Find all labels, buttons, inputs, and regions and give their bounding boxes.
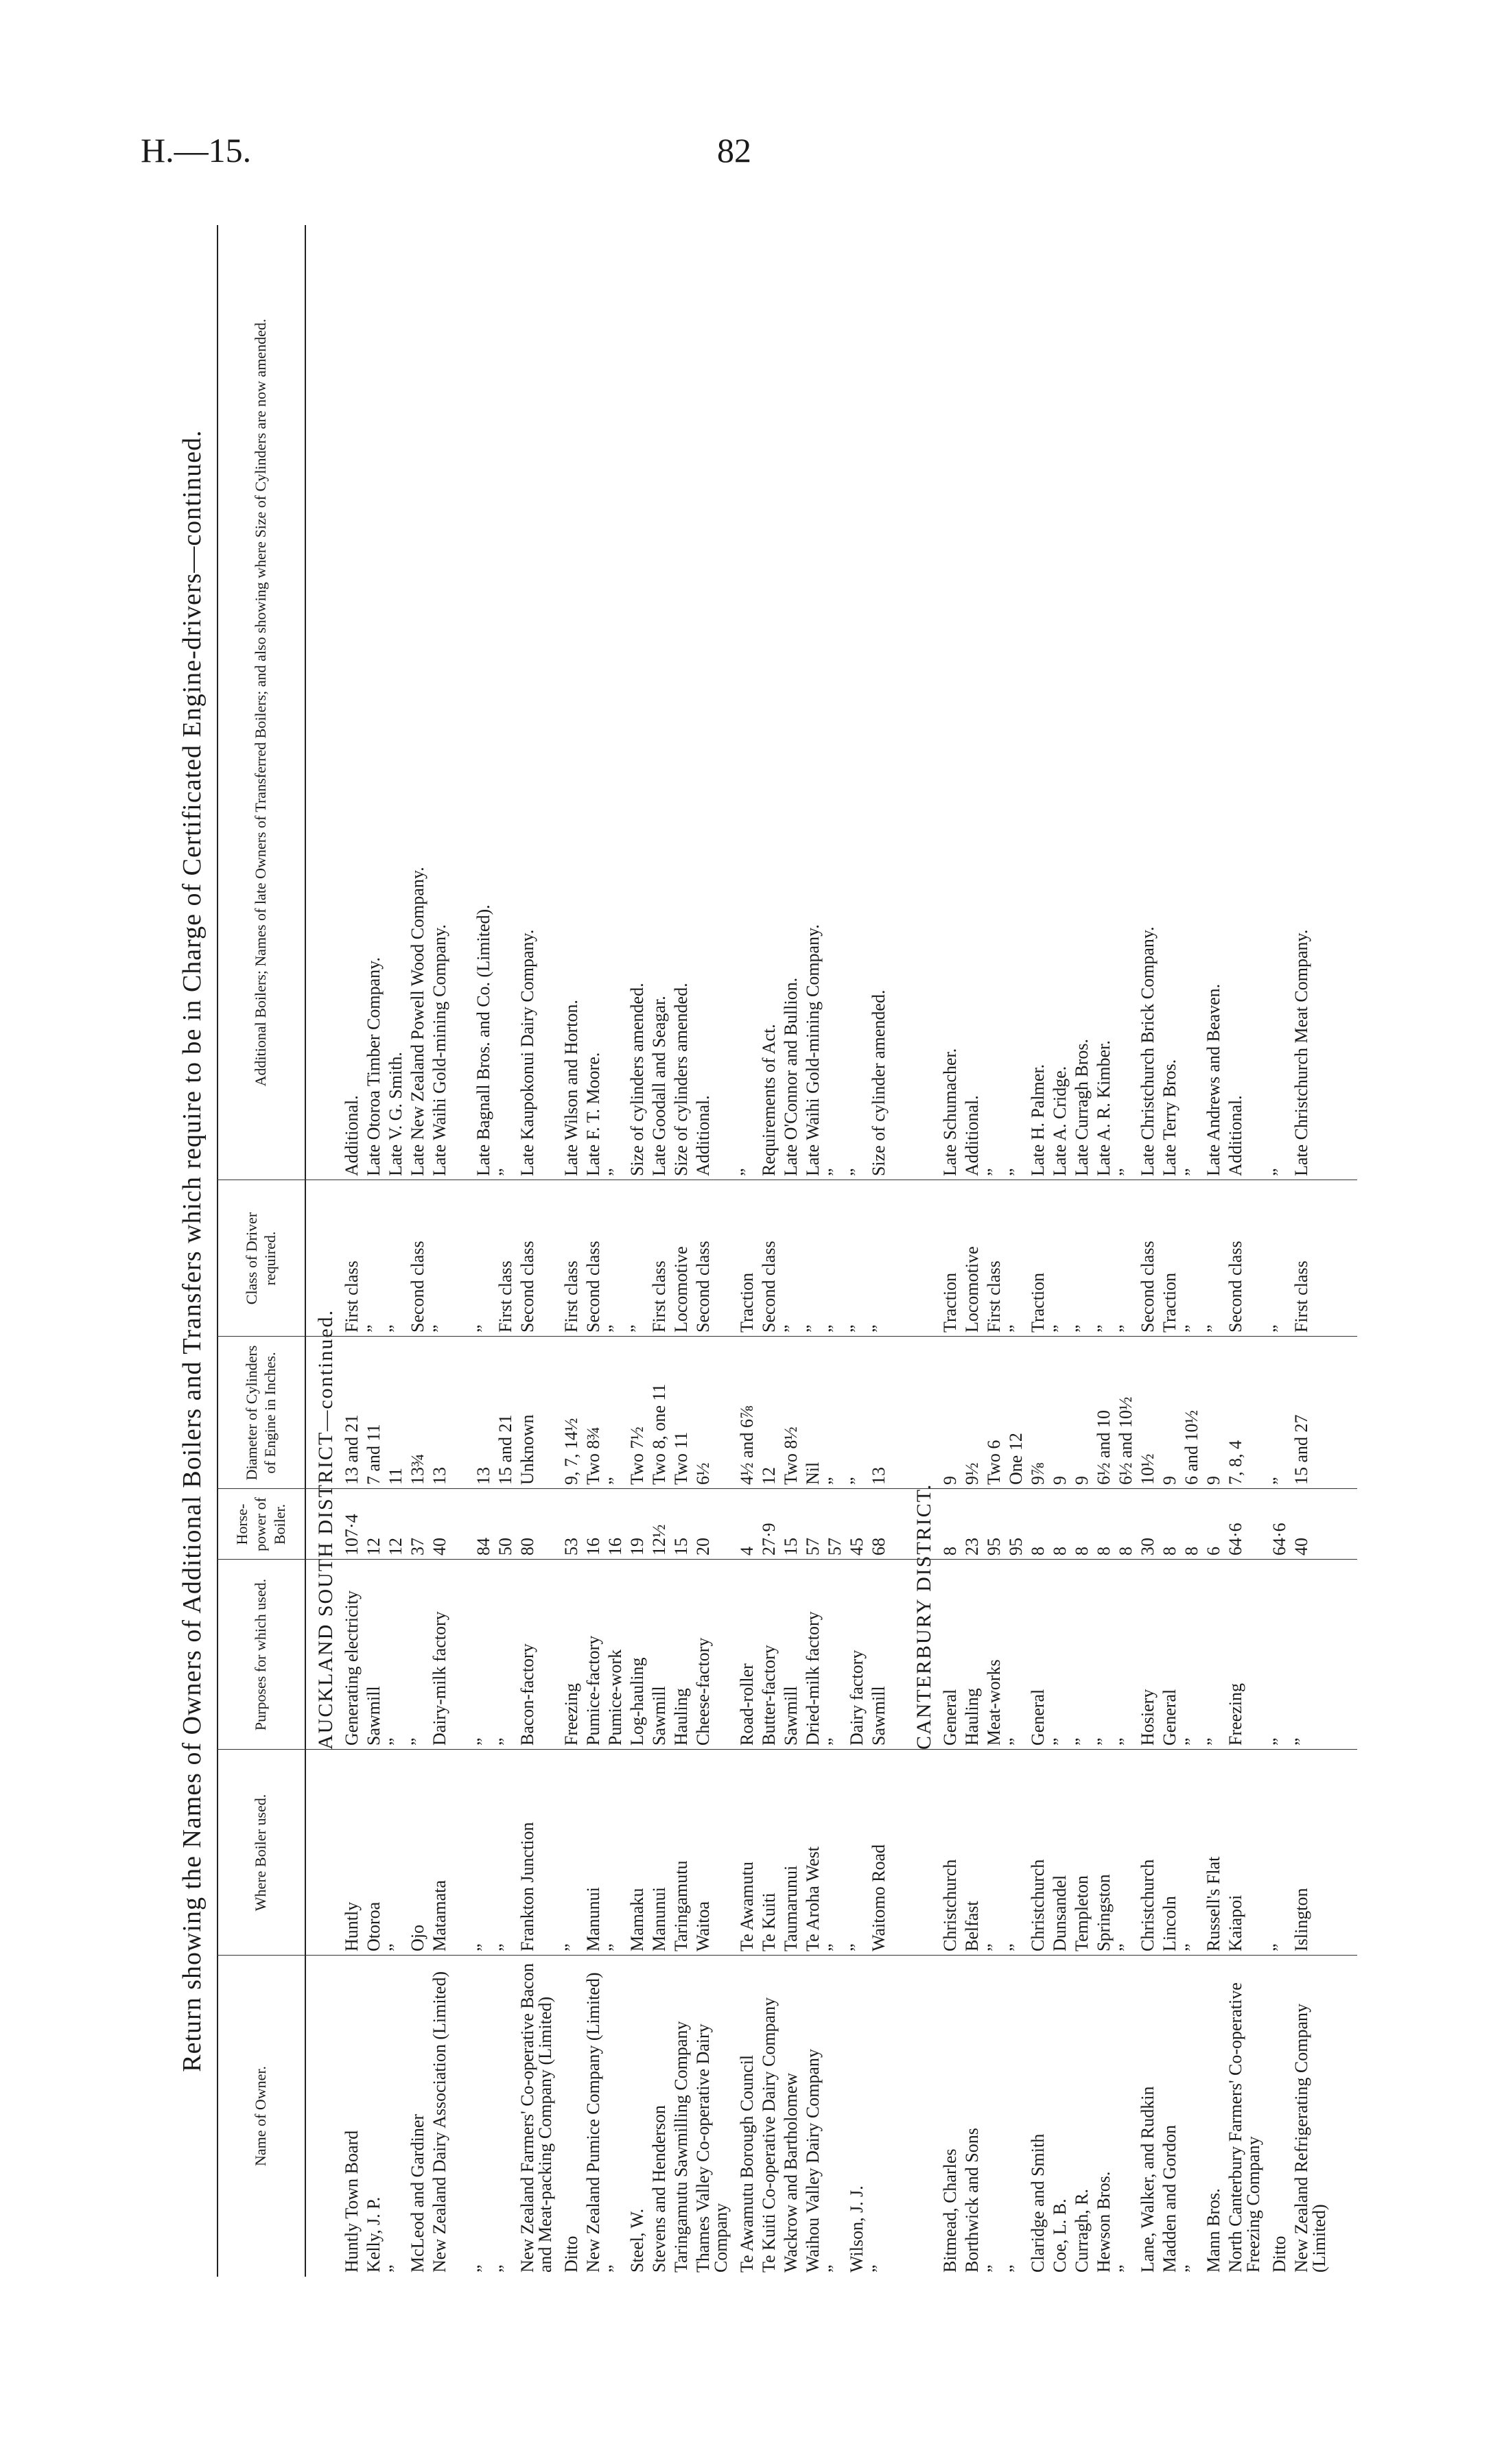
column-separator — [217, 1749, 1357, 1750]
table-cell-where-used: Ojo — [408, 1925, 427, 1951]
table-cell-horse-power: 80 — [517, 1538, 537, 1556]
table-cell-purpose: ” — [1094, 1737, 1114, 1746]
table-cell-remarks: Late Curragh Bros. — [1072, 1038, 1092, 1176]
table-cell-driver-class: Second class — [408, 1241, 427, 1333]
table-cell-horse-power: 57 — [803, 1538, 823, 1556]
table-cell-remarks: Late H. Palmer. — [1028, 1064, 1048, 1176]
table-cell-owner: ” — [825, 2264, 845, 2273]
table-cell-cylinders: 9 — [1050, 1476, 1070, 1485]
table-cell-purpose: Freezing — [561, 1683, 581, 1746]
column-separator — [217, 1336, 1357, 1337]
table-cell-where-used: Frankton Junction — [517, 1822, 537, 1951]
table-cell-horse-power: 12 — [386, 1538, 406, 1556]
table-cell-remarks: Late Kaupokonui Dairy Company. — [517, 929, 537, 1176]
table-cell-owner: ” — [473, 2264, 493, 2273]
table-cell-remarks: Late F. T. Moore. — [583, 1052, 603, 1176]
table-cell-purpose: Hauling — [671, 1688, 691, 1746]
table-cell-horse-power: 40 — [430, 1538, 449, 1556]
table-cell-horse-power: 64·6 — [1225, 1523, 1245, 1556]
table-cell-remarks: Late Otoroa Timber Company. — [364, 957, 384, 1176]
table-cell-driver-class: First class — [649, 1260, 669, 1333]
table-cell-remarks: Late Wilson and Horton. — [561, 1000, 581, 1176]
table-cell-driver-class: ” — [430, 1324, 449, 1333]
table-cell-purpose: ” — [1072, 1737, 1092, 1746]
table-cell-driver-class: ” — [825, 1324, 845, 1333]
table-cell-owner: Steel, W. — [627, 2208, 647, 2273]
table-cell-where-used: ” — [1116, 1943, 1136, 1951]
table-cell-horse-power: 95 — [984, 1538, 1004, 1556]
table-cell-driver-class: First class — [561, 1260, 581, 1333]
table-cell-driver-class: ” — [1072, 1324, 1092, 1333]
table-cell-horse-power: 30 — [1138, 1538, 1158, 1556]
table-cell-owner: Thames Valley Co-operative Dairy Company — [693, 2023, 731, 2273]
table-cell-cylinders: Unknown — [517, 1414, 537, 1485]
table-cell-horse-power: 50 — [495, 1538, 515, 1556]
table-cell-cylinders: 13¾ — [408, 1453, 427, 1485]
table-cell-owner: ” — [1006, 2264, 1026, 2273]
column-header-owner: Name of Owner. — [252, 2066, 270, 2167]
table-cell-remarks: Late V. G. Smith. — [386, 1051, 406, 1176]
table-cell-cylinders: Two 6 — [984, 1440, 1004, 1485]
table-cell-purpose: Meat-works — [984, 1659, 1004, 1746]
table-cell-where-used: Christchurch — [940, 1859, 960, 1951]
table-cell-purpose: Freezing — [1225, 1683, 1245, 1746]
table-cell-where-used: ” — [984, 1943, 1004, 1951]
table-cell-purpose: General — [1160, 1689, 1179, 1746]
table-cell-owner: ” — [984, 2264, 1004, 2273]
table-cell-cylinders: 9⅞ — [1028, 1462, 1048, 1485]
table-cell-horse-power: 20 — [693, 1538, 713, 1556]
table-cell-purpose: Cheese-factory — [693, 1637, 713, 1746]
table-cell-purpose: Sawmill — [781, 1686, 801, 1746]
table-cell-purpose: ” — [1006, 1737, 1026, 1746]
table-cell-where-used: ” — [561, 1943, 581, 1951]
table-cell-remarks: Late Bagnall Bros. and Co. (Limited). — [473, 904, 493, 1176]
table-cell-where-used: Te Kuiti — [759, 1892, 779, 1951]
table-cell-cylinders: 13 — [430, 1467, 449, 1485]
district-heading: CANTERBURY DISTRICT. — [913, 1483, 935, 1750]
table-cell-remarks: ” — [1269, 1168, 1289, 1176]
table-cell-where-used: ” — [495, 1943, 515, 1951]
table-cell-where-used: ” — [605, 1943, 625, 1951]
table-cell-purpose: ” — [408, 1737, 427, 1746]
table-cell-remarks: Late Waihi Gold-mining Company. — [803, 924, 823, 1176]
table-cell-cylinders: One 12 — [1006, 1433, 1026, 1485]
table-cell-where-used: Dunsandel — [1050, 1875, 1070, 1951]
table-cell-cylinders: 10½ — [1138, 1453, 1158, 1485]
column-header-horse-power: Horse-power of Boiler. — [233, 1497, 288, 1551]
table-cell-where-used: Manunui — [583, 1887, 603, 1951]
table-cell-remarks: ” — [495, 1168, 515, 1176]
table-cell-purpose: ” — [1116, 1737, 1136, 1746]
table-cell-cylinders: 9 — [1160, 1476, 1179, 1485]
table-cell-owner: Curragh, R. — [1072, 2188, 1092, 2273]
column-header-purpose: Purposes for which used. — [252, 1578, 270, 1731]
table-cell-purpose: Hauling — [962, 1688, 982, 1746]
table-cell-where-used: Russell's Flat — [1204, 1856, 1223, 1951]
table-cell-owner: North Canterbury Farmers' Co-operative Freezing Company — [1225, 1982, 1263, 2273]
table-cell-horse-power: 23 — [962, 1538, 982, 1556]
series-number: H.—15. — [141, 131, 252, 169]
column-header-remarks: Additional Boilers; Names of late Owners of Transferred Boilers; and also showing where Size of Cylinders are now amended. — [252, 318, 270, 1087]
table-cell-remarks: Size of cylinder amended. — [869, 989, 889, 1176]
table-cell-where-used: Belfast — [962, 1901, 982, 1951]
table-cell-horse-power: 107·4 — [342, 1514, 362, 1556]
table-cell-owner: Coe, L. B. — [1050, 2198, 1070, 2273]
table-cell-where-used: ” — [847, 1943, 867, 1951]
table-cell-where-used: Christchurch — [1138, 1859, 1158, 1951]
table-cell-cylinders: Two 8½ — [781, 1427, 801, 1485]
header-bottom-rule — [305, 225, 306, 2277]
table-cell-horse-power: 8 — [1028, 1547, 1048, 1556]
table-cell-horse-power: 53 — [561, 1538, 581, 1556]
table-cell-driver-class: First class — [1291, 1260, 1311, 1333]
table-cell-driver-class: Second class — [583, 1241, 603, 1333]
column-separator — [217, 1488, 1357, 1489]
table-cell-driver-class: ” — [1050, 1324, 1070, 1333]
table-cell-where-used: ” — [825, 1943, 845, 1951]
column-header-where-used: Where Boiler used. — [252, 1794, 270, 1912]
table-cell-horse-power: 57 — [825, 1538, 845, 1556]
table-cell-remarks: Late Waihi Gold-mining Company. — [430, 924, 449, 1176]
table-cell-owner: Lane, Walker, and Rudkin — [1138, 2086, 1158, 2273]
table-cell-owner: New Zealand Farmers' Co-operative Bacon and Meat-packing Company (Limited) — [517, 1963, 555, 2273]
table-cell-cylinders: 4½ and 6⅞ — [737, 1405, 757, 1485]
table-cell-owner: Te Awamutu Borough Council — [737, 2054, 757, 2273]
table-cell-cylinders: 13 — [869, 1467, 889, 1485]
table-cell-remarks: Additional. — [342, 1095, 362, 1176]
table-cell-cylinders: 6½ and 10½ — [1116, 1396, 1136, 1485]
table-cell-purpose: Hosiery — [1138, 1689, 1158, 1746]
table-cell-purpose: ” — [386, 1737, 406, 1746]
table-cell-cylinders: Nil — [803, 1462, 823, 1485]
table-cell-cylinders: 6½ and 10 — [1094, 1409, 1114, 1485]
table-cell-horse-power: 8 — [1182, 1547, 1201, 1556]
table-cell-purpose: Sawmill — [869, 1686, 889, 1746]
table-cell-where-used: Taringamutu — [671, 1860, 691, 1951]
table-cell-remarks: Late Christchurch Brick Company. — [1138, 926, 1158, 1176]
table-cell-horse-power: 95 — [1006, 1538, 1026, 1556]
table-cell-owner: Stevens and Henderson — [649, 2104, 669, 2273]
table-cell-owner: ” — [386, 2264, 406, 2273]
table-cell-driver-class: ” — [781, 1324, 801, 1333]
table-cell-cylinders: 6½ — [693, 1462, 713, 1485]
table-cell-owner: ” — [1116, 2264, 1136, 2273]
table-cell-purpose: ” — [495, 1737, 515, 1746]
table-cell-owner: Wackrow and Bartholomew — [781, 2072, 801, 2273]
table-cell-horse-power: 27·9 — [759, 1523, 779, 1556]
table-cell-cylinders: 15 and 21 — [495, 1414, 515, 1485]
table-cell-driver-class: ” — [627, 1324, 647, 1333]
table-cell-owner: Borthwick and Sons — [962, 2128, 982, 2273]
table-cell-purpose: Pumice-factory — [583, 1635, 603, 1746]
table-cell-cylinders: ” — [825, 1477, 845, 1485]
table-cell-horse-power: 19 — [627, 1538, 647, 1556]
table-cell-driver-class: ” — [1006, 1324, 1026, 1333]
table-cell-cylinders: Two 8, one 11 — [649, 1383, 669, 1485]
table-cell-owner: Claridge and Smith — [1028, 2133, 1048, 2273]
table-cell-remarks: Late O'Connor and Bullion. — [781, 977, 801, 1176]
table-cell-cylinders: 7, 8, 4 — [1225, 1440, 1245, 1485]
table-cell-owner: Hewson Bros. — [1094, 2171, 1114, 2273]
table-cell-owner: New Zealand Pumice Company (Limited) — [583, 1972, 603, 2273]
table-cell-driver-class: Traction — [1160, 1272, 1179, 1333]
table-cell-driver-class: Second class — [693, 1241, 713, 1333]
table-cell-cylinders: 9½ — [962, 1462, 982, 1485]
table-cell-remarks: Late A. R. Kimber. — [1094, 1040, 1114, 1176]
table-cell-purpose: Bacon-factory — [517, 1643, 537, 1746]
rotated-table — [177, 225, 1357, 2277]
table-cell-owner: McLeod and Gardiner — [408, 2113, 427, 2273]
table-cell-horse-power: 12 — [364, 1538, 384, 1556]
table-cell-driver-class: Traction — [940, 1272, 960, 1333]
table-cell-purpose: Butter-factory — [759, 1645, 779, 1746]
table-cell-cylinders: 9 — [940, 1476, 960, 1485]
table-cell-where-used: ” — [1006, 1943, 1026, 1951]
table-cell-purpose: ” — [1269, 1737, 1289, 1746]
table-cell-cylinders: 15 and 27 — [1291, 1414, 1311, 1485]
table-cell-cylinders: 9 — [1072, 1476, 1092, 1485]
column-header-cylinders: Diameter of Cylinders of Engine in Inches. — [242, 1345, 279, 1481]
table-cell-cylinders: 13 — [473, 1467, 493, 1485]
table-cell-purpose: ” — [1182, 1737, 1201, 1746]
table-cell-horse-power: 16 — [583, 1538, 603, 1556]
table-cell-cylinders: 7 and 11 — [364, 1424, 384, 1485]
table-cell-purpose: Dried-milk factory — [803, 1611, 823, 1746]
table-cell-purpose: ” — [1050, 1737, 1070, 1746]
table-cell-driver-class: Second class — [759, 1241, 779, 1333]
table-cell-owner: Kelly, J. P. — [364, 2196, 384, 2273]
table-title: Return showing the Names of Owners of Additional Boilers and Transfers which require to be in Charge of Certificated Engine-drivers—continued. — [178, 430, 207, 2072]
table-cell-remarks: Late New Zealand Powell Wood Company. — [408, 867, 427, 1176]
table-cell-remarks: Size of cylinders amended. — [671, 983, 691, 1176]
table-cell-driver-class: ” — [1182, 1324, 1201, 1333]
table-cell-where-used: Te Awamutu — [737, 1862, 757, 1951]
table-cell-remarks: Requirements of Act. — [759, 1024, 779, 1176]
table-cell-horse-power: 8 — [1072, 1547, 1092, 1556]
table-cell-driver-class: Second class — [1138, 1241, 1158, 1333]
table-cell-owner: Ditto — [561, 2236, 581, 2273]
table-cell-cylinders: 6 and 10½ — [1182, 1409, 1201, 1485]
table-cell-where-used: Waitoa — [693, 1901, 713, 1951]
table-cell-driver-class: Locomotive — [671, 1246, 691, 1333]
table-cell-owner: Waihou Valley Dairy Company — [803, 2049, 823, 2273]
table-cell-horse-power: 8 — [1116, 1547, 1136, 1556]
table-cell-where-used: Mamaku — [627, 1888, 647, 1951]
table-cell-cylinders: 12 — [759, 1467, 779, 1485]
table-cell-purpose: Sawmill — [649, 1686, 669, 1746]
table-cell-driver-class: ” — [1094, 1324, 1114, 1333]
table-cell-where-used: Matamata — [430, 1880, 449, 1951]
table-cell-driver-class: ” — [803, 1324, 823, 1333]
table-cell-owner: Huntly Town Board — [342, 2130, 362, 2273]
table-cell-where-used: Manunui — [649, 1887, 669, 1951]
table-cell-owner: Te Kuiti Co-operative Dairy Company — [759, 1997, 779, 2273]
table-cell-driver-class: First class — [495, 1260, 515, 1333]
table-cell-where-used: ” — [1182, 1943, 1201, 1951]
table-cell-driver-class: ” — [1269, 1324, 1289, 1333]
table-cell-driver-class: ” — [605, 1324, 625, 1333]
table-cell-horse-power: 4 — [737, 1547, 757, 1556]
table-cell-owner: ” — [605, 2264, 625, 2273]
table-cell-cylinders: 11 — [386, 1467, 406, 1485]
table-cell-owner: New Zealand Dairy Association (Limited) — [430, 1971, 449, 2273]
table-cell-purpose: Road-roller — [737, 1663, 757, 1746]
table-cell-driver-class: ” — [847, 1324, 867, 1333]
table-cell-remarks: ” — [847, 1168, 867, 1176]
table-cell-remarks: ” — [737, 1168, 757, 1176]
table-cell-where-used: Kaiapoi — [1225, 1894, 1245, 1951]
table-cell-where-used: ” — [1269, 1943, 1289, 1951]
table-cell-remarks: ” — [605, 1168, 625, 1176]
district-heading: AUCKLAND SOUTH DISTRICT—continued. — [314, 1309, 337, 1750]
table-cell-purpose: General — [1028, 1689, 1048, 1746]
table-cell-remarks: Late A. Cridge. — [1050, 1066, 1070, 1176]
table-cell-driver-class: ” — [386, 1324, 406, 1333]
table-cell-horse-power: 8 — [1160, 1547, 1179, 1556]
table-cell-owner: Taringamutu Sawmilling Company — [671, 2021, 691, 2273]
table-cell-remarks: ” — [984, 1168, 1004, 1176]
table-cell-where-used: Islington — [1291, 1888, 1311, 1951]
column-header-driver-class: Class of Driver required. — [242, 1212, 279, 1305]
table-cell-purpose: ” — [1291, 1737, 1311, 1746]
table-cell-horse-power: 16 — [605, 1538, 625, 1556]
table-cell-remarks: ” — [1116, 1168, 1136, 1176]
table-cell-horse-power: 84 — [473, 1538, 493, 1556]
table-cell-horse-power: 6 — [1204, 1547, 1223, 1556]
table-cell-horse-power: 8 — [1050, 1547, 1070, 1556]
table-cell-where-used: ” — [386, 1943, 406, 1951]
page-number: 82 — [717, 131, 751, 169]
table-cell-horse-power: 15 — [781, 1538, 801, 1556]
table-cell-horse-power: 8 — [1094, 1547, 1114, 1556]
table-cell-remarks: Size of cylinders amended. — [627, 983, 647, 1176]
table-cell-cylinders: Two 8¾ — [583, 1427, 603, 1485]
table-cell-owner: Madden and Gordon — [1160, 2124, 1179, 2273]
table-cell-owner: New Zealand Refrigerating Company (Limited) — [1291, 2003, 1329, 2273]
table-cell-purpose: General — [940, 1689, 960, 1746]
table-cell-cylinders: Two 11 — [671, 1431, 691, 1485]
table-cell-where-used: Taumarunui — [781, 1865, 801, 1951]
table-cell-horse-power: 68 — [869, 1538, 889, 1556]
table-cell-driver-class: ” — [869, 1324, 889, 1333]
table-cell-owner: ” — [869, 2264, 889, 2273]
table-cell-remarks: ” — [1006, 1168, 1026, 1176]
table-cell-driver-class: Second class — [1225, 1241, 1245, 1333]
table-cell-horse-power: 8 — [940, 1547, 960, 1556]
table-cell-owner: Ditto — [1269, 2236, 1289, 2273]
table-cell-owner: Mann Bros. — [1204, 2188, 1223, 2273]
table-cell-remarks: Late Goodall and Seagar. — [649, 996, 669, 1176]
table-cell-purpose: Dairy factory — [847, 1650, 867, 1746]
table-cell-purpose: ” — [1204, 1737, 1223, 1746]
table-cell-cylinders: ” — [1269, 1477, 1289, 1485]
table-cell-remarks: Late Christchurch Meat Company. — [1291, 929, 1311, 1176]
table-cell-purpose: Generating electricity — [342, 1591, 362, 1746]
table-cell-horse-power: 37 — [408, 1538, 427, 1556]
table-cell-purpose: ” — [825, 1737, 845, 1746]
table-cell-driver-class: Traction — [737, 1272, 757, 1333]
table-cell-cylinders: Two 7½ — [627, 1427, 647, 1485]
table-cell-purpose: ” — [473, 1737, 493, 1746]
table-cell-where-used: Templeton — [1072, 1875, 1092, 1951]
table-cell-remarks: Late Schumacher. — [940, 1048, 960, 1176]
table-cell-driver-class: ” — [1204, 1324, 1223, 1333]
table-cell-driver-class: Locomotive — [962, 1246, 982, 1333]
table-cell-driver-class: ” — [1116, 1324, 1136, 1333]
table-cell-horse-power: 40 — [1291, 1538, 1311, 1556]
table-cell-remarks: ” — [825, 1168, 845, 1176]
table-cell-purpose: Sawmill — [364, 1686, 384, 1746]
table-cell-cylinders: 13 and 21 — [342, 1414, 362, 1485]
table-cell-horse-power: 64·6 — [1269, 1523, 1289, 1556]
table-cell-cylinders: ” — [605, 1477, 625, 1485]
table-cell-where-used: Te Aroha West — [803, 1846, 823, 1951]
table-cell-driver-class: ” — [473, 1324, 493, 1333]
table-cell-remarks: Additional. — [693, 1095, 713, 1176]
table-cell-cylinders: ” — [847, 1477, 867, 1485]
table-cell-remarks: ” — [1182, 1168, 1201, 1176]
table-cell-remarks: Late Terry Bros. — [1160, 1059, 1179, 1176]
table-cell-remarks: Additional. — [962, 1095, 982, 1176]
table-cell-horse-power: 45 — [847, 1538, 867, 1556]
table-cell-driver-class: Traction — [1028, 1272, 1048, 1333]
table-cell-owner: ” — [1182, 2264, 1201, 2273]
table-cell-where-used: ” — [473, 1943, 493, 1951]
table-cell-cylinders: 9, 7, 14½ — [561, 1418, 581, 1485]
table-cell-purpose: Dairy-milk factory — [430, 1611, 449, 1746]
table-cell-owner: ” — [495, 2264, 515, 2273]
table-cell-where-used: Lincoln — [1160, 1896, 1179, 1951]
table-cell-purpose: Log-hauling — [627, 1657, 647, 1746]
table-cell-driver-class: Second class — [517, 1241, 537, 1333]
column-separator — [217, 1955, 1357, 1956]
table-cell-horse-power: 15 — [671, 1538, 691, 1556]
table-cell-driver-class: ” — [364, 1324, 384, 1333]
table-cell-owner: Bitmead, Charles — [940, 2148, 960, 2273]
header-top-rule — [217, 225, 218, 2277]
table-cell-horse-power: 12½ — [649, 1524, 669, 1556]
table-cell-where-used: Springston — [1094, 1874, 1114, 1951]
table-cell-driver-class: First class — [984, 1260, 1004, 1333]
table-cell-driver-class: First class — [342, 1260, 362, 1333]
table-cell-cylinders: 9 — [1204, 1476, 1223, 1485]
table-cell-remarks: Late Andrews and Beaven. — [1204, 983, 1223, 1176]
table-cell-where-used: Otoroa — [364, 1901, 384, 1951]
table-cell-where-used: Waitomo Road — [869, 1844, 889, 1951]
table-cell-remarks: Additional. — [1225, 1095, 1245, 1176]
table-cell-purpose: Pumice-work — [605, 1649, 625, 1746]
table-cell-where-used: Christchurch — [1028, 1859, 1048, 1951]
column-separator — [217, 1559, 1357, 1560]
table-cell-owner: Wilson, J. J. — [847, 2185, 867, 2273]
table-cell-where-used: Huntly — [342, 1901, 362, 1951]
